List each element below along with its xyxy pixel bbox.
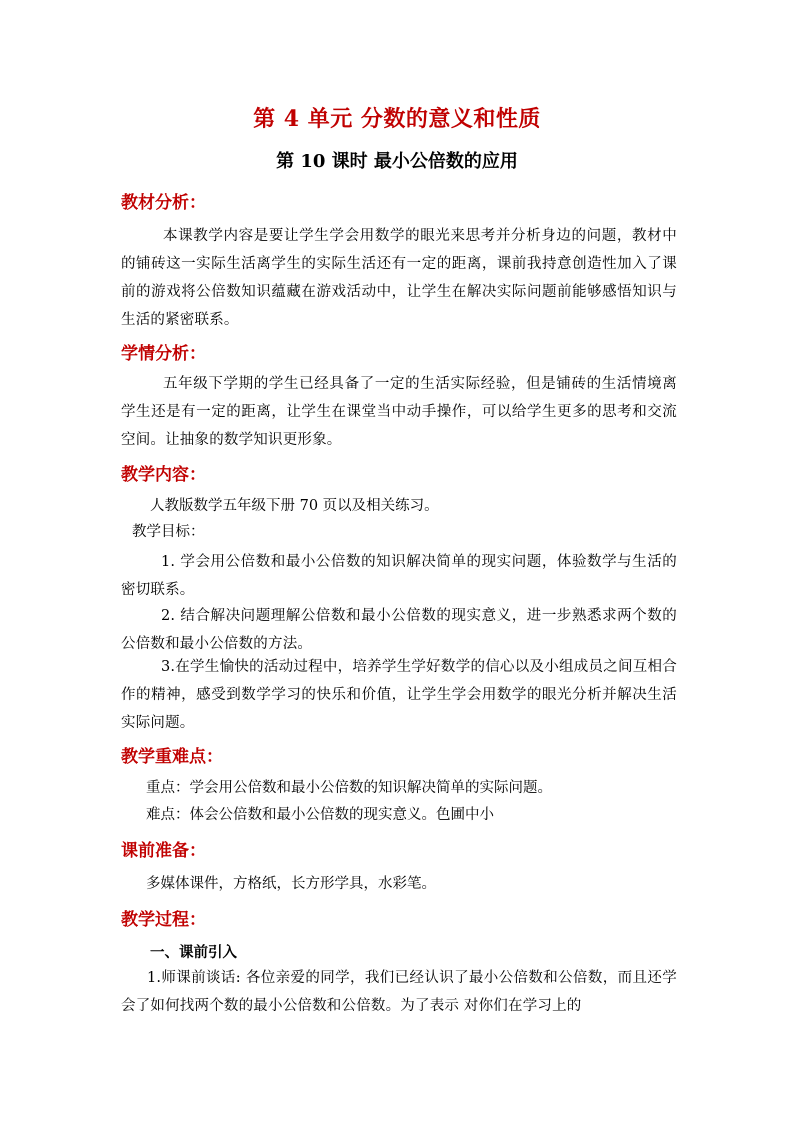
student-text: 五年级下学期的学生已经具备了一定的生活实际经验，但是铺砖的生活情境离学生还是有一定的距离，让学生在课堂当中动手操作，可以给学生更多的思考和交流空间。让抽象的数学知识更形象。 xyxy=(121,376,677,448)
goal-1: 1. 学会用公倍数和最小公倍数的知识解决简单的现实问题，体验数学与生活的密切联系。 xyxy=(121,554,677,598)
prep-heading: 课前准备： xyxy=(121,841,206,861)
key-point: 重点：学会用公倍数和最小公倍数的知识解决简单的实际问题。 xyxy=(146,780,552,796)
content-heading: 教学内容： xyxy=(121,465,206,485)
goals-label: 教学目标： xyxy=(132,524,205,540)
prep-text: 多媒体课件，方格纸，长方形学具，水彩笔。 xyxy=(146,876,436,892)
content-text: 人教版数学五年级下册 70 页以及相关练习。 xyxy=(150,498,439,514)
student-heading: 学情分析： xyxy=(121,344,206,364)
step-1-text: 1.师课前谈话: 各位亲爱的同学，我们已经认识了最小公倍数和公倍数，而且还学会了如何找两个数的最小公倍数和公倍数。为了表示 对你们在学习上的 xyxy=(121,970,677,1014)
key-heading: 教学重难点： xyxy=(121,747,223,767)
step-1-title: 一、课前引入 xyxy=(150,944,237,961)
material-text: 本课教学内容是要让学生学会用数学的眼光来思考并分析身边的问题，教材中的铺砖这一实际生活离学生的实际生活还有一定的距离，课前我持意创造性加入了课前的游戏将公倍数知识蕴藏在游戏活动中，让学生在解决实际问题前能够感悟知识与生活的紧密联系。 xyxy=(121,228,677,328)
difficult-point: 难点：体会公倍数和最小公倍数的现实意义。色圃中小 xyxy=(146,807,494,823)
goal-2: 2. 结合解决问题理解公倍数和最小公倍数的现实意义，进一步熟悉求两个数的公倍数和最小公倍数的方法。 xyxy=(121,608,677,652)
process-heading: 教学过程： xyxy=(121,910,206,930)
lesson-title: 第 10 课时 最小公倍数的应用 xyxy=(276,151,518,172)
unit-title: 第 4 单元 分数的意义和性质 xyxy=(253,106,541,132)
material-heading: 教材分析： xyxy=(121,193,206,213)
goal-3: 3.在学生愉快的活动过程中，培养学生学好数学的信心以及小组成员之间互相合作的精神，感受到数学学习的快乐和价值，让学生学会用数学的眼光分析并解决生活实际问题。 xyxy=(121,659,677,731)
